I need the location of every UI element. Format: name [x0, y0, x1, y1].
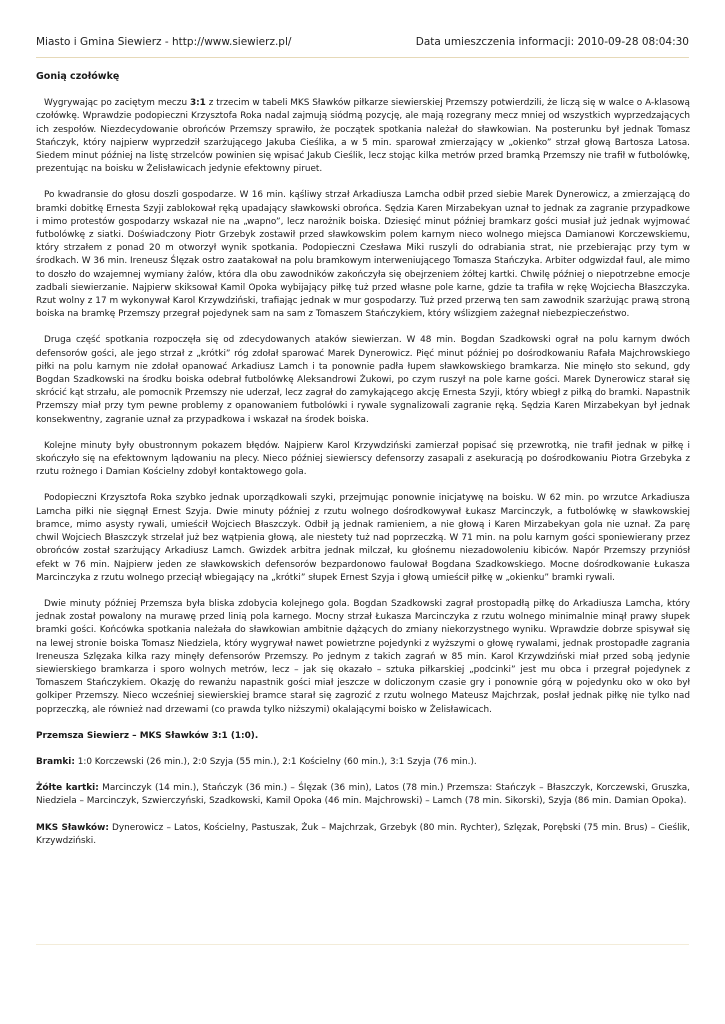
publish-date: Data umieszczenia informacji: 2010-09-28 08:04:30 — [415, 36, 689, 48]
cards-section — [36, 782, 690, 808]
mks-lineup-text: Dynerowicz – Latos, Kościelny, Pastuszak, Żuk – Majchrzak, Grzebyk (80 min. Rychter), Szlęzak, Porębski (75 min. Brus) – Cieślik, Krzywdziński. — [36, 822, 690, 846]
paragraph-4: Kolejne minuty były obustronnym pokazem błędów. Najpierw Karol Krzywdziński zamierzał popisać się przewrotką, nie trafił jednak w piłkę i skończyło się na efektownym lądowaniu na plecy. Nieco później siewierscy defensorzy zasapali z asekuracją po dośrodkowaniu Piotra Grzebyka z rzutu rożnego i Damian Kościelny zdobył kontaktowego gola. — [36, 440, 690, 478]
mks-label: MKS Sławków: — [36, 822, 109, 833]
mks-lineup-section — [36, 822, 690, 848]
paragraph-1 — [36, 97, 690, 176]
paragraph-1-rest: z trzecim w tabeli MKS Sławków piłkarze siewierskiej Przemszy potwierdzili, że liczą się w walce o A-klasową czołówkę. Wprawdzie podopieczni Krzysztofa Roka nadal zajmują siódmą pozycję, ale mają rozegrany mecz mniej od wszystkich wyprzedzających ich zespołów. Niezdecydowanie obrońców Przemszy sprawiło, że początek spotkania należał do sławkowian. Na posterunku był jednak Tomasz Stańczyk, który najpierw wyprzedził szarżującego Jakuba Cieślika, a w 5 min. sparował zmierzający w „okienko” strzał głową Bartosza Latosa. Siedem minut później na listę strzelców powinien się wpisać Jakub Cieślik, lecz stojąc kilka metrów przed bramką Przemszy nie trafił w futbolówkę, prezentując na boisku w Żelisławicach jedynie efektowny piruet. — [36, 98, 690, 175]
footer-divider — [36, 944, 689, 945]
cards-label: Żółte kartki: — [36, 783, 99, 794]
match-score: 3:1 — [189, 98, 206, 109]
goals-label: Bramki: — [36, 756, 75, 767]
paragraph-2: Po kwadransie do głosu doszli gospodarze. W 16 min. kąśliwy strzał Arkadiusza Lamcha odbił przed siebie Marek Dynerowicz, a zmierzającą do bramki dobitkę Ernesta Szyji zablokował ręką upadający sławkowski obrońca. Sędzia Karen Mirzabekyan uznał to jednak za zagranie przypadkowe i mimo protestów gospodarzy wskazał nie na „wapno”, lecz narożnik boiska. Dziesięć minut później bramkarz gości musiał już jednak wyjmować futbolówkę z siatki. Doświadczony Piotr Grzebyk zostawił przed sławkowskim polem karnym nieco wolnego miejsca Damianowi Korczewskiemu, który strzałem z ponad 20 m otworzył wynik spotkania. Podopieczni Czesława Miki ruszyli do odrabiania strat, nie przebierając przy tym w środkach. W 36 min. Ireneusz Ślęzak ostro zaatakował na polu bramkowym interweniującego Tomasza Stańczyka. Arbiter odgwizdał faul, ale mimo to doszło do wzajemnej wymiany żalów, która dla obu zawodników zakończyła się obejrzeniem żółtej kartki. Chwilę później o niepotrzebne emocje zadbali siewierzanie. Najpierw skiksował Kamil Opoka wybijający piłkę tuż przed własne pole karne, gdzie ta trafiła w rękę Wojciecha Błaszczyka. Rzut wolny z 17 m wykonywał Karol Krzywdziński, trafiając jednak w mur gospodarzy. Tuż przed przerwą ten sam zawodnik szarżując prawą stroną boiska na bramkę Przemszy przegrał pojedynek sam na sam z Tomaszem Stańczykiem, który wślizgiem zażegnał niebezpieczeństwo. — [36, 190, 690, 320]
article-title: Gonią czołówkę — [36, 71, 120, 82]
site-url[interactable]: Miasto i Gmina Siewierz - http://www.siewierz.pl/ — [36, 36, 292, 48]
match-result-text: Przemsza Siewierz – MKS Sławków 3:1 (1:0). — [36, 730, 259, 741]
cards-text: Marcinczyk (14 min.), Stańczyk (36 min.) – Ślęzak (36 min), Latos (78 min.) Przemsza: Stańczyk – Błaszczyk, Korczewski, Gruszka, Niedziela – Marcinczyk, Szwierczyński, Szadkowski, Kamil Opoka (46 min. Majchrowski) – Lamch (78 min. Sikorski), Szyja (86 min. Damian Opoka). — [36, 783, 691, 807]
goals-section — [36, 756, 690, 769]
paragraph-6: Dwie minuty później Przemsza była bliska zdobycia kolejnego gola. Bogdan Szadkowski zagrał prostopadłą piłkę do Arkadiusza Lamcha, który jednak został powalony na murawę przed linią pola karnego. Mocny strzał Łukasza Marcinczyka z rzutu wolnego minimalnie minął prawy słupek bramki gości. Końcówka spotkania należała do sławkowian ambitnie dążących do zmiany niekorzystnego wyniku. Wprawdzie dobrze spisywał się na lewej stronie boiska Tomasz Niedziela, który wygrywał nawet powietrzne pojedynki z wyższymi o głowę rywalami, jednak prostopadłe zagrania Ireneusza Szlęzaka kilka razy minęły defensorów Przemszy. Po jednym z takich zagrań w 85 min. Karol Krzywdziński miał przed sobą jedynie siewierskiego bramkarza i sporo wolnych metrów, lecz – jak się okazało – sztuka piłkarskiej „podcinki” jest mu obca i przegrał pojedynek z Tomaszem Stańczykiem. Okazję do rewanżu napastnik gości miał jeszcze w doliczonym czasie gry i ponownie górą w pojedynku oko w oko był golkiper Przemszy. Nieco wcześniej siewierskiej bramce starał się zagrozić z rzutu wolnego Mateusz Majchrzak, posłał jednak piłkę nie tylko nad poprzeczką, ale również nad drzewami (co prawda tylko niższymi) okalającymi boisko w Żelisławicach. — [36, 598, 690, 715]
paragraph-1-lead: Wygrywając po zaciętym meczu — [44, 98, 190, 109]
header-divider — [36, 57, 689, 58]
match-result — [36, 730, 690, 743]
paragraph-5: Podopieczni Krzysztofa Roka szybko jednak uporządkowali szyki, przejmując ponownie inicjatywę na boisku. W 62 min. po wrzutce Arkadiusza Lamcha piłki nie sięgnął Ernest Szyja. Dwie minuty później z rzutu wolnego dośrodkowywał Łukasz Marcinczyk, a futbolówkę w sławkowskiej bramce, mimo asysty rywali, umieścił Wojciech Błaszczyk. Odbił ją jednak ramieniem, a nie głową i Karen Mirzabekyan gola nie uznał. Za parę chwil Wojciech Błaszczyk strzelał już bez wątpienia głową, ale niestety tuż nad poprzeczką. W 71 min. na polu karnym gości sponiewierany przez obrońców został szarżujący Arkadiusz Lamch. Gwizdek arbitra jednak milczał, ku głośnemu niezadowoleniu kibiców. Napór Przemszy przyniósł efekt w 76 min. Najpierw jeden ze sławkowskich defensorów bezpardonowo faulował Bogdana Szadkowskiego. Mocne dośrodkowanie Łukasza Marcinczyka z rzutu wolnego przeciął wbiegający na „krótki” słupek Ernest Szyja i głową umieścił piłkę w „okienku” bramki rywali. — [36, 493, 690, 583]
page-header — [36, 36, 689, 52]
article-body — [36, 70, 690, 861]
goals-text: 1:0 Korczewski (26 min.), 2:0 Szyja (55 min.), 2:1 Kościelny (60 min.), 3:1 Szyja (76 min.). — [74, 756, 477, 767]
paragraph-3: Druga część spotkania rozpoczęła się od zdecydowanych ataków siewierzan. W 48 min. Bogdan Szadkowski ograł na polu karnym dwóch defensorów gości, ale jego strzał z „krótki” róg zdołał sparować Marek Dynerowicz. Pięć minut później po dośrodkowaniu Rafała Majchrowskiego piłki na polu karnym nie zdołał opanować Arkadiusz Lamch i ta ponownie padła łupem sławkowskiego bramkarza. Nie minęło sto sekund, gdy Bogdan Szadkowski na środku boiska odebrał futbolówkę Aleksandrowi Żukowi, po czym ruszył na pole karne gości. Marek Dynerowicz starał się skrócić kąt strzału, ale pomocnik Przemszy nie uderzał, lecz zagrał do zamykającego akcję Ernesta Szyji, który wbiegł z piłką do bramki. Napastnik Przemszy miał przy tym pewne problemy z opanowaniem futbolówki i rywale sygnalizowali zagranie ręką. Sędzia Karen Mirzabekyan był jednak konsekwentny, zagranie uznał za przypadkowa i wskazał na środek boiska. — [36, 335, 690, 425]
